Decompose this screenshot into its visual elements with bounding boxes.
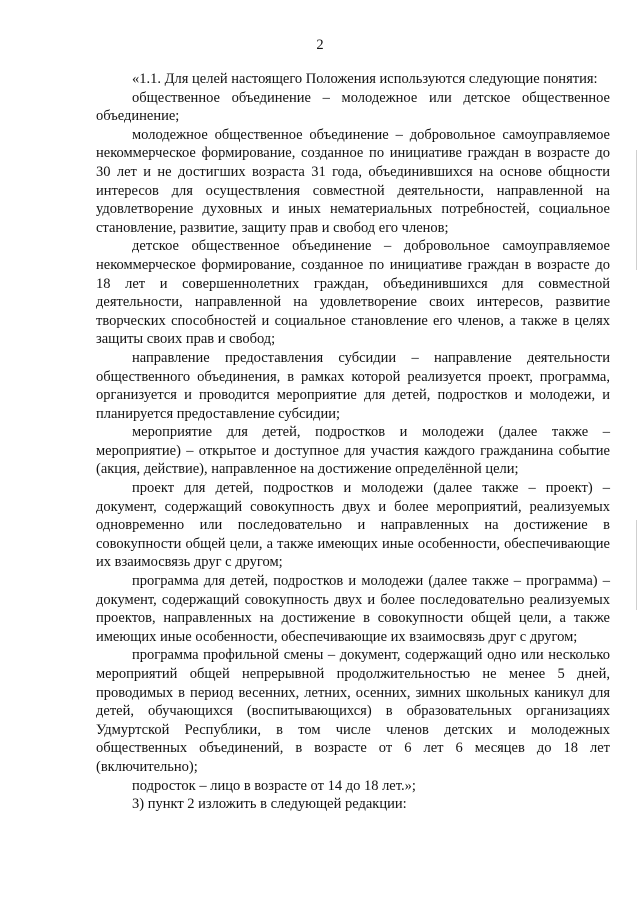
paragraph-program: программа для детей, подростков и молодежи (далее также – программа) – документ, содержащий совокупность двух и более последовательно реализуемых проектов, направленных на достижение в совокупности общей цели, а также имеющих иные особенности, обеспечивающие их взаимосвязь друг с другом; — [96, 573, 610, 645]
paragraph-definitions-intro: «1.1. Для целей настоящего Положения используются следующие понятия: — [132, 71, 598, 87]
paragraph-public-association: общественное объединение – молодежное или детское общественное объединение; — [96, 89, 610, 125]
paragraph-event: мероприятие для детей, подростков и молодежи (далее также – мероприятие) – открытое и доступное для участия каждого гражданина событие (акция, действие), направленное на достижение определённой цели; — [96, 424, 610, 478]
paragraph-teenager: подросток – лицо в возрасте от 14 до 18 лет.»; — [132, 777, 416, 794]
page-number: 2 — [316, 37, 324, 53]
paragraph-project: проект для детей, подростков и молодежи (далее также – проект) – документ, содержащий совокупность двух и более мероприятий, реализуемых одновременно или последовательно и направленных на достижение в совокупности общей цели, а также имеющих иные особенности, обеспечивающие их взаимосвязь друг с другом; — [96, 480, 610, 571]
paragraph-camp-program: программа профильной смены – документ, содержащий одно или несколько мероприятий общей непрерывной продолжительностью не менее 5 дней, проводимых в период весенних, летних, осенних, зимних школьных каникул для детей, обучающихся (воспитывающихся) в образовательных организациях Удмуртской Республики, в том числе членов детских и молодежных общественных объединений, в возрасте от 6 лет 6 месяцев до 18 лет (включительно); — [96, 647, 610, 775]
document-body — [96, 70, 610, 814]
scan-edge-mark — [636, 520, 637, 610]
paragraph-children-association: детское общественное объединение – добровольное самоуправляемое некоммерческое формирование, созданное по инициативе граждан в возрасте до 18 лет и совершеннолетних граждан, объединившихся для совместной деятельности, направленной на удовлетворение своих интересов, развитие творческих способностей и социальное становление его членов, а также в целях защиты своих прав и свобод; — [96, 238, 610, 348]
scan-edge-mark — [636, 150, 637, 270]
paragraph-youth-association: молодежное общественное объединение – добровольное самоуправляемое некоммерческое формирование, созданное по инициативе граждан в возрасте до 30 лет и не достигших возраста 31 года, объединившихся на основе общности интересов для осуществления совместной деятельности, направленной на удовлетворение духовных и иных нематериальных потребностей, социальное становление, развитие, защиту прав и свобод его членов; — [96, 126, 610, 236]
paragraph-item-3: 3) пункт 2 изложить в следующей редакции: — [132, 796, 407, 813]
paragraph-subsidy-direction: направление предоставления субсидии – направление деятельности общественного объединения, в рамках которой реализуется проект, программа, организуется и проводится мероприятие для детей, подростков и молодежи, и планируется предоставление субсидии; — [96, 349, 610, 422]
